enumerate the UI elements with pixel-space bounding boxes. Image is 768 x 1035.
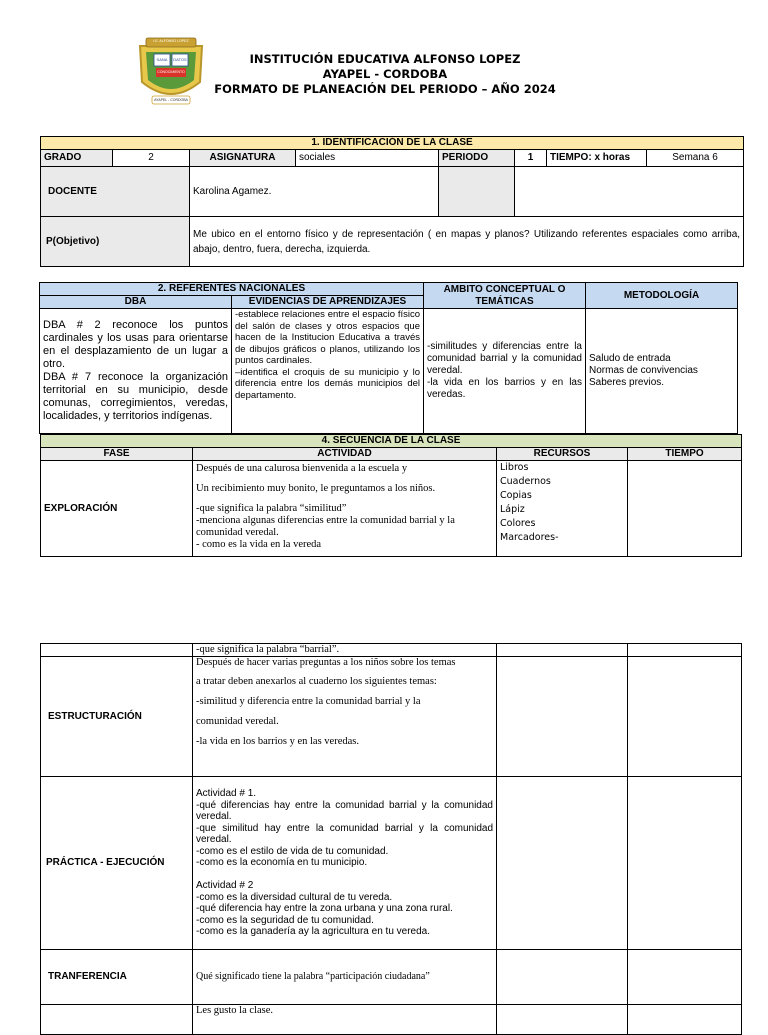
estructuracion-activity xyxy=(193,657,497,777)
final-recursos-cell xyxy=(497,1005,628,1035)
dba-label: DBA xyxy=(40,296,232,309)
format-title: FORMATO DE PLANEACIÓN DEL PERIODO – AÑO 2024 xyxy=(214,82,556,96)
practica-tiempo-cell xyxy=(628,777,742,950)
grado-label: GRADO xyxy=(41,150,113,167)
actividad-label: ACTIVIDAD xyxy=(193,448,497,461)
fase-label: FASE xyxy=(41,448,193,461)
tiempo-column-label: TIEMPO xyxy=(628,448,742,461)
tiempo-cell-exploracion xyxy=(628,461,742,557)
dba-text: DBA # 2 reconoce los puntos cardinales y los usas para orientarse en el desplazamiento de un lugar a otro. DBA # 7 reconoce la organización territorial en su municipio, desde comunas, corregimientos, veredas, localidades, y territorios indígenas. xyxy=(40,309,232,434)
practica-recursos-cell xyxy=(497,777,628,950)
logo-right-text: DATOS xyxy=(173,57,187,62)
estructuracion-tiempo-cell xyxy=(628,657,742,777)
exploracion-line: -que significa la palabra “similitud” xyxy=(196,503,347,514)
logo-left-text: SANA xyxy=(156,57,168,62)
metodologia-label: METODOLOGÍA xyxy=(586,283,738,309)
continuation-text: -que significa la palabra “barrial”. xyxy=(193,644,497,657)
periodo-label: PERIODO xyxy=(439,150,515,167)
recurso-item: Colores xyxy=(500,518,536,529)
exploracion-activity xyxy=(193,461,497,557)
docente-value: Karolina Agamez. xyxy=(190,167,439,217)
semana-value: Semana 6 xyxy=(647,150,744,167)
recurso-item: Cuadernos xyxy=(500,476,551,487)
logo-bottom-text: AYAPEL - CORDOBA xyxy=(154,98,188,102)
section1-title: 1. IDENTIFICACIÓN DE LA CLASE xyxy=(41,137,744,150)
estructuracion-label: ESTRUCTURACIÓN xyxy=(41,657,193,777)
recursos-label: RECURSOS xyxy=(497,448,628,461)
identification-table xyxy=(40,136,744,267)
exploracion-line: Un recibimiento muy bonito, le preguntamos a los niños. xyxy=(196,483,436,494)
location-title: AYAPEL - CORDOBA xyxy=(322,67,448,81)
docente-empty-cell-2 xyxy=(515,167,744,217)
asignatura-value: sociales xyxy=(296,150,439,167)
final-activity: Les gusto la clase. xyxy=(193,1005,497,1035)
evidencias-text: -establece relaciones entre el espacio físico del salón de clases y otros espacios que hacen de la Institucion Educativa a través de dibujos gráficos o planos, utilizando los puntos cardinales. –identifica el croquis de su municipio y lo diferencia entre los demás municipios del departamento. xyxy=(232,309,424,434)
recurso-item: Lápiz xyxy=(500,504,525,515)
continuation-fase-cell xyxy=(41,644,193,657)
ambito-label: AMBITO CONCEPTUAL O TEMÁTICAS xyxy=(424,283,586,309)
transferencia-recursos-cell xyxy=(497,950,628,1005)
practica-activity: Actividad # 1. -qué diferencias hay entre la comunidad barrial y la comunidad veredal. -que similitud hay entre la comunidad barrial y la comunidad veredal. -como es el estilo de vida de tu comunidad. -como es la economía en tu municipio. Actividad # 2 -como es la diversidad cultural de tu vereda. -qué diferencia hay entre la zona urbana y una zona rural. -como es la seguridad de tu comunidad. -como es la ganadería ay la agricultura en tu vereda. xyxy=(193,777,497,950)
exploracion-line: -menciona algunas diferencias entre la comunidad barrial y la comunidad veredal. xyxy=(196,515,455,538)
objetivo-label: P(Objetivo) xyxy=(41,217,190,267)
institution-title: INSTITUCIÓN EDUCATIVA ALFONSO LOPEZ xyxy=(249,52,521,66)
section4-title: 4. SECUENCIA DE LA CLASE xyxy=(41,435,742,448)
metodologia-text: Saludo de entrada Normas de convivencias Saberes previos. xyxy=(586,309,738,434)
estructuracion-line: -similitud y diferencia entre la comunidad barrial y la xyxy=(196,696,421,707)
recursos-list xyxy=(497,461,628,557)
final-fase-cell xyxy=(41,1005,193,1035)
referentes-table xyxy=(39,282,738,434)
secuencia-table xyxy=(40,434,742,557)
ambito-text: -similitudes y diferencias entre la comunidad barrial y la comunidad veredal. -la vida en los barrios y en las veredas. xyxy=(424,309,586,434)
school-logo xyxy=(132,36,210,110)
grado-value: 2 xyxy=(113,150,190,167)
estructuracion-line: -la vida en los barrios y en las veredas. xyxy=(196,736,359,747)
exploracion-line: Después de una calurosa bienvenida a la escuela y xyxy=(196,463,408,474)
estructuracion-line: Después de hacer varias preguntas a los niños sobre los temas xyxy=(196,657,456,668)
transferencia-activity: Qué significado tiene la palabra “participación ciudadana” xyxy=(193,950,497,1005)
docente-label: DOCENTE xyxy=(41,167,190,217)
estructuracion-line: comunidad veredal. xyxy=(196,716,279,727)
section2-title: 2. REFERENTES NACIONALES xyxy=(40,283,424,296)
evidencias-label: EVIDENCIAS DE APRENDIZAJES xyxy=(232,296,424,309)
secuencia-continuation-table xyxy=(40,643,742,1035)
exploracion-line: - como es la vida en la vereda xyxy=(196,539,322,550)
periodo-value: 1 xyxy=(515,150,547,167)
objetivo-value: Me ubico en el entorno físico y de representación ( en mapas y planos? Utilizando referentes espaciales como arriba, abajo, dentro, fuera, derecha, izquierda. xyxy=(190,217,744,267)
continuation-recursos-cell xyxy=(497,644,628,657)
recurso-item: Marcadores- xyxy=(500,532,559,543)
asignatura-label: ASIGNATURA xyxy=(190,150,296,167)
recurso-item: Copias xyxy=(500,490,532,501)
transferencia-label: TRANFERENCIA xyxy=(41,950,193,1005)
docente-empty-cell xyxy=(439,167,515,217)
exploracion-label: EXPLORACIÓN xyxy=(41,461,193,557)
tiempo-label: TIEMPO: x horas xyxy=(547,150,647,167)
logo-top-text: I.E. ALFONSO LOPEZ xyxy=(153,39,189,43)
transferencia-tiempo-cell xyxy=(628,950,742,1005)
final-tiempo-cell xyxy=(628,1005,742,1035)
logo-center-text: CONOCIMIENTO xyxy=(157,70,185,74)
recurso-item: Libros xyxy=(500,462,529,473)
estructuracion-line: a tratar deben anexarlos al cuaderno los siguientes temas: xyxy=(196,676,437,687)
practica-label: PRÁCTICA - EJECUCIÓN xyxy=(41,777,193,950)
continuation-tiempo-cell xyxy=(628,644,742,657)
estructuracion-recursos-cell xyxy=(497,657,628,777)
